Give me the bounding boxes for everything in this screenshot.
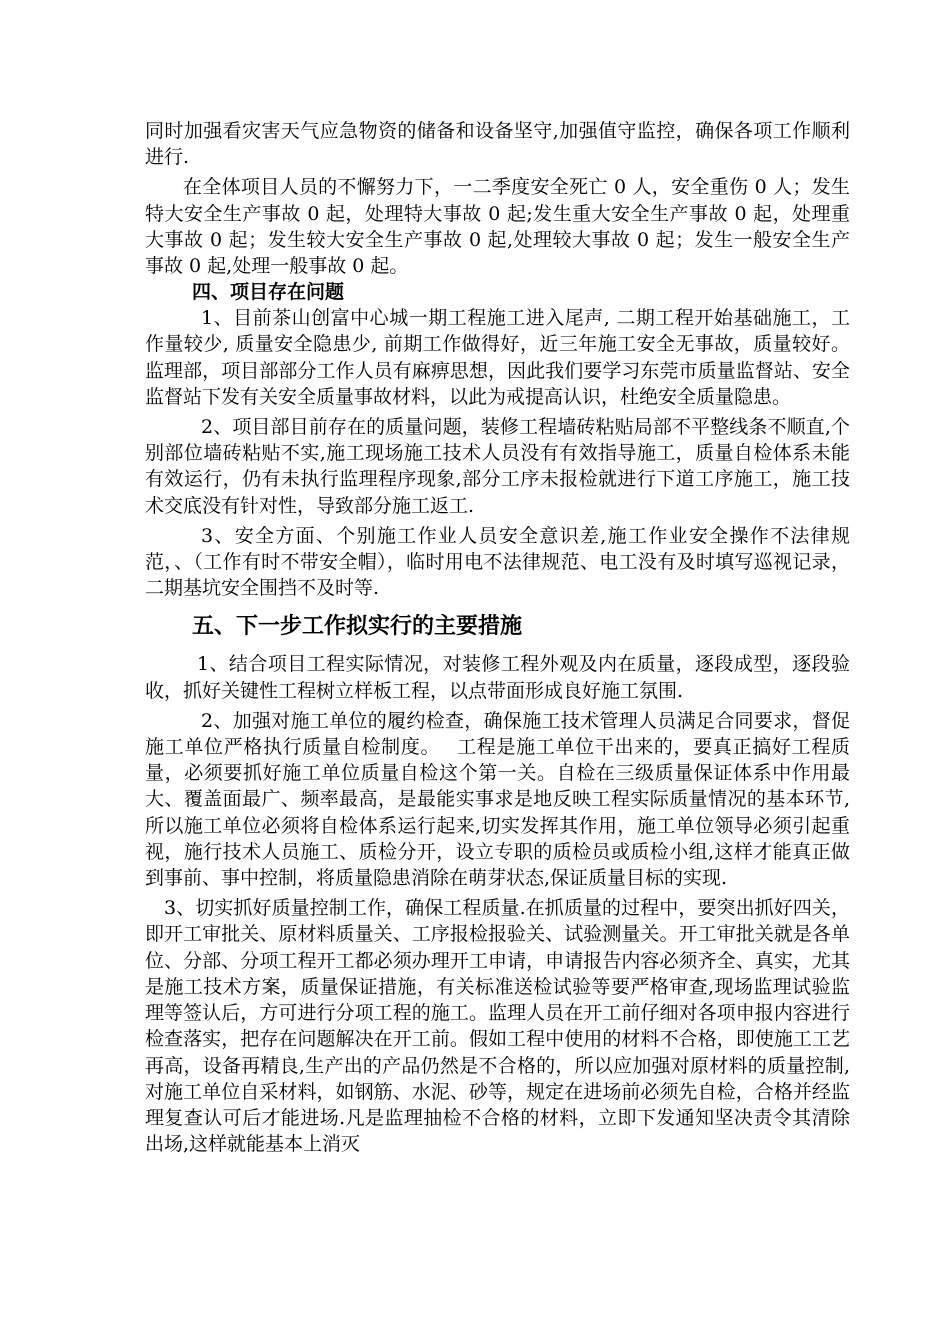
heading-next-steps: 五、下一步工作拟实行的主要措施 [192, 613, 523, 640]
paragraph-emergency-supplies: 同时加强看灾害天气应急物资的储备和设备坚守,加强值守监控，确保各项工作顺利进行. [145, 120, 850, 169]
paragraph-measure-2: 2、加强对施工单位的履约检查，确保施工技术管理人员满足合同要求，督促施工单位严格执行质量自检制度。 工程是施工单位干出来的，要真正搞好工程质量，必须要抓好施工单位质量自检这个第一关。自检在三级质量保证体系中作用最大、覆盖面最广、频率最高，是最能实事求是地反映工程实际质量情况的基本环节,所以施工单位必须将自检体系运行起来,切实发挥其作用，施工单位领导必须引起重视，施行技术人员施工、质检分开，设立专职的质检员或质检小组,这样才能真正做到事前、事中控制，将质量隐患消除在萌芽状态,保证质量目标的实现. [145, 709, 850, 890]
heading-project-issues: 四、项目存在问题 [192, 281, 345, 304]
paragraph-issue-1: 1、目前茶山创富中心城一期工程施工进入尾声, 二期工程开始基础施工，工作量较少, 质量安全隐患少, 前期工作做得好，近三年施工安全无事故，质量较好。监理部，项目部部分工作人员有麻痹思想，因此我们要学习东莞市质量监督站、安全监督站下发有关安全质量事故材料，以此为戒提高认识，杜绝安全质量隐患。 [145, 307, 850, 408]
paragraph-safety-statistics: 在全体项目人员的不懈努力下，一二季度安全死亡 0 人，安全重伤 0 人；发生特大安全生产事故 0 起，处理特大事故 0 起;发生重大安全生产事故 0 起，处理重大事故 0 起；发生较大安全生产事故 0 起,处理较大事故 0 起；发生一般安全生产事故 0 起,处理一般事故 0 起。 [145, 176, 850, 278]
document-page [145, 118, 850, 1157]
paragraph-issue-3: 3、安全方面、个别施工作业人员安全意识差,施工作业安全操作不法律规范，、（工作有时不带安全帽），临时用电不法律规范、电工没有及时填写巡视记录，二期基坑安全围挡不及时等. [145, 524, 850, 600]
paragraph-measure-3: 3、切实抓好质量控制工作，确保工程质量.在抓质量的过程中，要突出抓好四关，即开工审批关、原材料质量关、工序报检报验关、试验测量关。开工审批关就是各单位、分部、分项工程开工都必须办理开工申请，申请报告内容必须齐全、真实，尤其是施工技术方案，质量保证措施，有关标准送检试验等要严格审查,现场监理试验监理等签认后，方可进行分项工程的施工。监理人员在开工前仔细对各项申报内容进行检查落实，把存在问题解决在开工前。假如工程中使用的材料不合格，即使施工工艺再高，设备再精良,生产出的产品仍然是不合格的，所以应加强对原材料的质量控制,对施工单位自采材料，如钢筋、水泥、砂等，规定在进场前必须先自检，合格并经监理复查认可后才能进场.凡是监理抽检不合格的材料，立即下发通知坚决责令其清除出场,这样就能基本上消灭 [145, 897, 850, 1156]
paragraph-measure-1: 1、结合项目工程实际情况，对装修工程外观及内在质量，逐段成型，逐段验收，抓好关键性工程树立样板工程，以点带面形成良好施工氛围. [145, 653, 850, 702]
paragraph-issue-2: 2、项目部目前存在的质量问题，装修工程墙砖粘贴局部不平整线条不顺直,个别部位墙砖粘贴不实,施工现场施工技术人员没有有效指导施工，质量自检体系未能有效运行，仍有未执行监理程序现象,部分工序未报检就进行下道工序施工，施工技术交底没有针对性，导致部分施工返工. [145, 416, 850, 517]
